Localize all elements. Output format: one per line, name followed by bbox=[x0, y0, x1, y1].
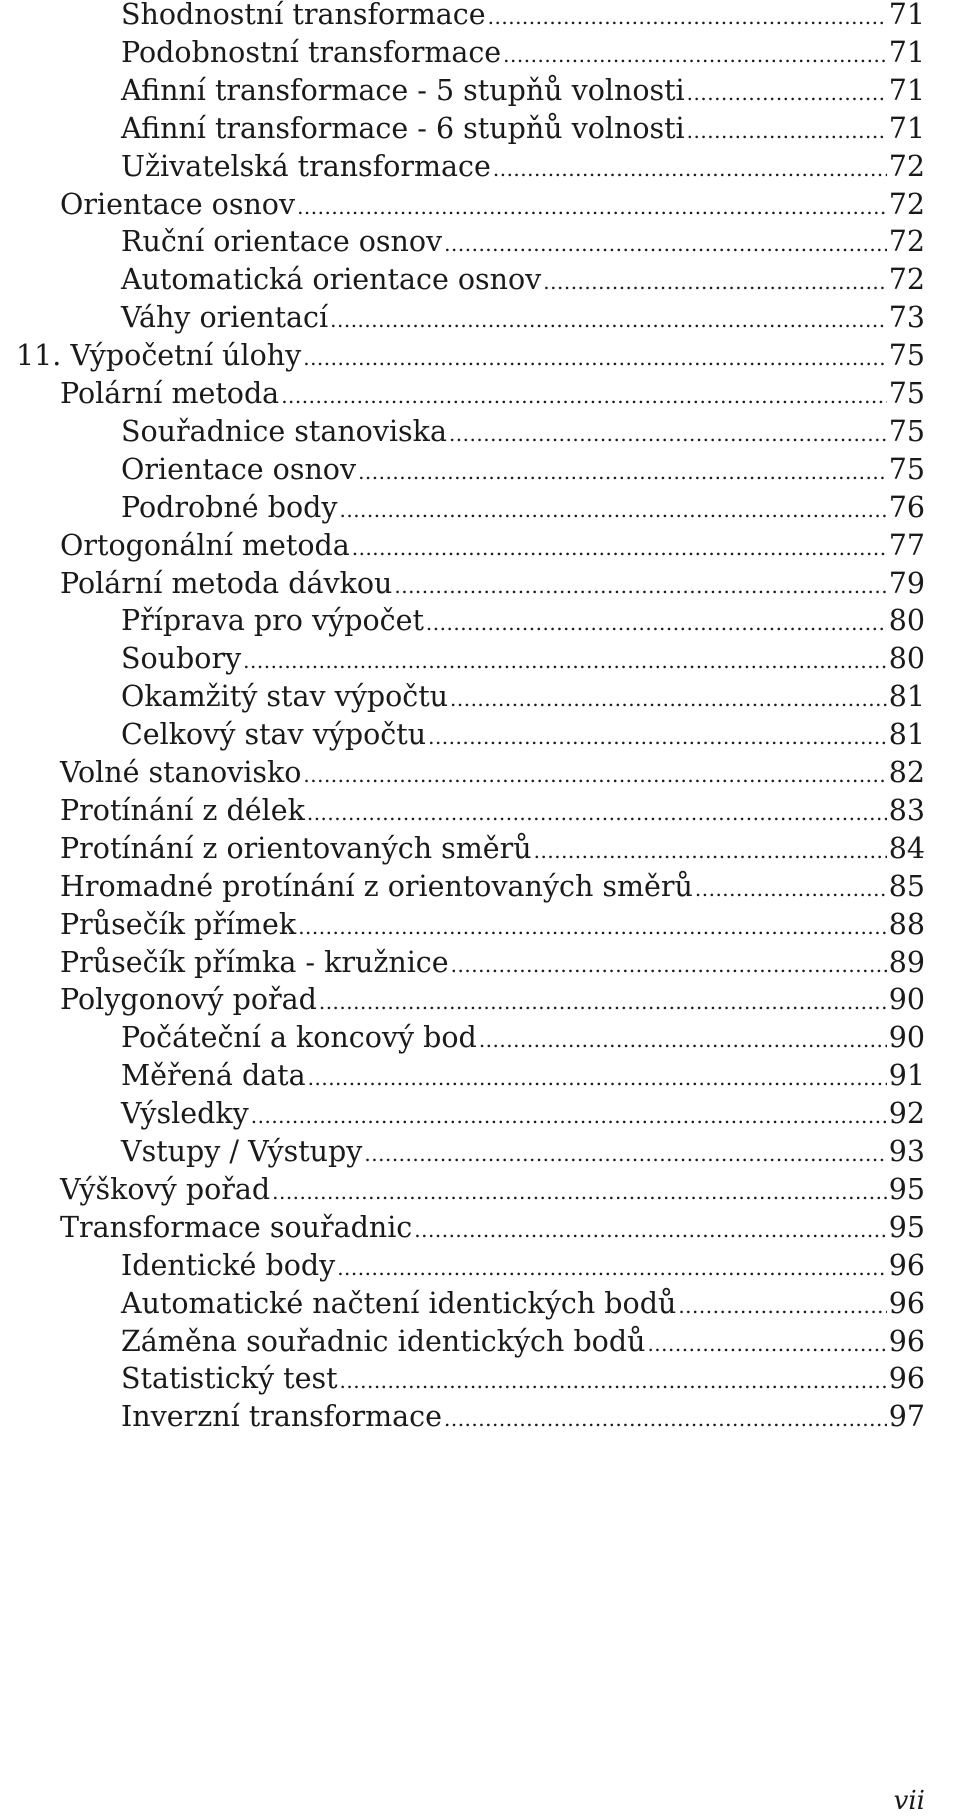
toc-entry-page-number: 72 bbox=[888, 149, 925, 183]
toc-entry-title: Výškový pořad bbox=[60, 1172, 271, 1206]
toc-entry-title: Polární metoda bbox=[60, 377, 280, 410]
toc-entry-page-number: 85 bbox=[888, 869, 925, 903]
toc-entry-page-number: 96 bbox=[888, 1248, 925, 1282]
toc-entry-title: Soubory bbox=[121, 642, 242, 676]
toc-entry-page-number: 75 bbox=[888, 339, 925, 373]
toc-entry-page-number: 95 bbox=[888, 1172, 925, 1206]
toc-entry-page-number: 77 bbox=[888, 528, 925, 562]
toc-entry-page-number: 76 bbox=[888, 490, 925, 524]
toc-entry-title: Automatická orientace osnov bbox=[121, 263, 542, 297]
toc-entry-page-number: 83 bbox=[888, 793, 925, 827]
toc-entry-title: Měřená data bbox=[121, 1059, 306, 1093]
toc-entry-page-number: 72 bbox=[888, 225, 925, 259]
toc-entry-page-number: 96 bbox=[888, 1362, 925, 1396]
toc-entry-title: Okamžitý stav výpočtu bbox=[121, 680, 448, 714]
toc-entry-title: Shodnostní transformace bbox=[121, 0, 486, 31]
toc-entry-page-number: 89 bbox=[888, 945, 925, 979]
toc-entry-title: Váhy orientací bbox=[121, 301, 329, 335]
toc-entry-title: Ruční orientace osnov bbox=[121, 225, 443, 259]
toc-entry-page-number: 71 bbox=[888, 35, 925, 69]
toc-entry-page-number: 75 bbox=[888, 414, 925, 448]
toc-entry-title: Záměna souřadnic identických bodů bbox=[121, 1324, 646, 1358]
toc-entry-page-number: 82 bbox=[888, 756, 925, 789]
toc-entry-title: Orientace osnov bbox=[121, 452, 357, 486]
toc-entry-title: Průsečík přímka - kružnice bbox=[60, 945, 449, 979]
toc-entry-title: Afinní transformace - 6 stupňů volnosti bbox=[121, 111, 685, 145]
toc-entry-page-number: 96 bbox=[888, 1286, 925, 1320]
toc-entry-page-number: 79 bbox=[888, 566, 925, 600]
toc-entry-title: Ortogonální metoda bbox=[60, 528, 350, 562]
toc-entry-page-number: 71 bbox=[888, 73, 925, 107]
toc-entry-title: Protínání z délek bbox=[60, 793, 305, 827]
toc-entry-page-number: 97 bbox=[888, 1400, 925, 1434]
page-number: vii bbox=[893, 1786, 925, 1816]
toc-entry-page-number: 81 bbox=[888, 718, 925, 752]
toc-entry-title: Automatické načtení identických bodů bbox=[121, 1286, 677, 1320]
toc-entry-title: 11. Výpočetní úlohy bbox=[16, 339, 302, 373]
toc-entry-page-number: 72 bbox=[888, 187, 925, 221]
toc-entry-title: Průsečík přímek bbox=[60, 907, 297, 941]
toc-entry-title: Výsledky bbox=[121, 1097, 249, 1131]
toc-entry-page-number: 80 bbox=[888, 642, 925, 676]
toc-entry-title: Protínání z orientovaných směrů bbox=[60, 831, 532, 865]
toc-entry-title: Afinní transformace - 5 stupňů volnosti bbox=[121, 73, 685, 107]
toc-entry-page-number: 88 bbox=[888, 907, 925, 941]
toc-entry-title: Statistický test bbox=[121, 1362, 338, 1396]
toc-entry-page-number: 92 bbox=[888, 1097, 925, 1131]
toc-entry-page-number: 81 bbox=[888, 680, 925, 714]
toc-entry-title: Transformace souřadnic bbox=[60, 1210, 413, 1244]
toc-entry-page-number: 75 bbox=[888, 377, 925, 410]
toc-entry-page-number: 71 bbox=[888, 0, 925, 31]
toc-entry-title: Inverzní transformace bbox=[121, 1400, 442, 1434]
toc-entry-page-number: 90 bbox=[888, 983, 925, 1017]
toc-entry-page-number: 73 bbox=[888, 301, 925, 335]
toc-entry-title: Podrobné body bbox=[121, 490, 338, 524]
toc-entry-title: Počáteční a koncový bod bbox=[121, 1021, 477, 1055]
toc-entry-page-number: 93 bbox=[888, 1135, 925, 1168]
toc-entry-page-number: 84 bbox=[888, 831, 925, 865]
toc-entry-page-number: 80 bbox=[888, 604, 925, 638]
toc-entry-page-number: 95 bbox=[888, 1210, 925, 1244]
toc-entry-page-number: 90 bbox=[888, 1021, 925, 1055]
toc-entry-title: Vstupy / Výstupy bbox=[121, 1135, 363, 1168]
toc-entry-page-number: 75 bbox=[888, 452, 925, 486]
toc-entry-page-number: 96 bbox=[888, 1324, 925, 1358]
toc-entry-title: Souřadnice stanoviska bbox=[121, 414, 447, 448]
toc-entry-title: Příprava pro výpočet bbox=[121, 604, 424, 638]
toc-entry-title: Uživatelská transformace bbox=[121, 149, 491, 183]
toc-entry-title: Celkový stav výpočtu bbox=[121, 718, 427, 752]
toc-entry-title: Volné stanovisko bbox=[60, 756, 302, 789]
toc-entry-title: Podobnostní transformace bbox=[121, 35, 502, 69]
toc-entry-title: Identické body bbox=[121, 1248, 336, 1282]
toc-entry-title: Polygonový pořad bbox=[60, 983, 317, 1017]
toc-entry-page-number: 91 bbox=[888, 1059, 925, 1093]
toc-dot-leader bbox=[444, 1395, 887, 1441]
toc-entry[interactable] bbox=[121, 1395, 925, 1439]
toc-entry-title: Orientace osnov bbox=[60, 187, 296, 221]
toc-entry-page-number: 71 bbox=[888, 111, 925, 145]
toc-entry-title: Hromadné protínání z orientovaných směrů bbox=[60, 869, 693, 903]
toc-entry-title: Polární metoda dávkou bbox=[60, 566, 393, 600]
toc-entry-page-number: 72 bbox=[888, 263, 925, 297]
